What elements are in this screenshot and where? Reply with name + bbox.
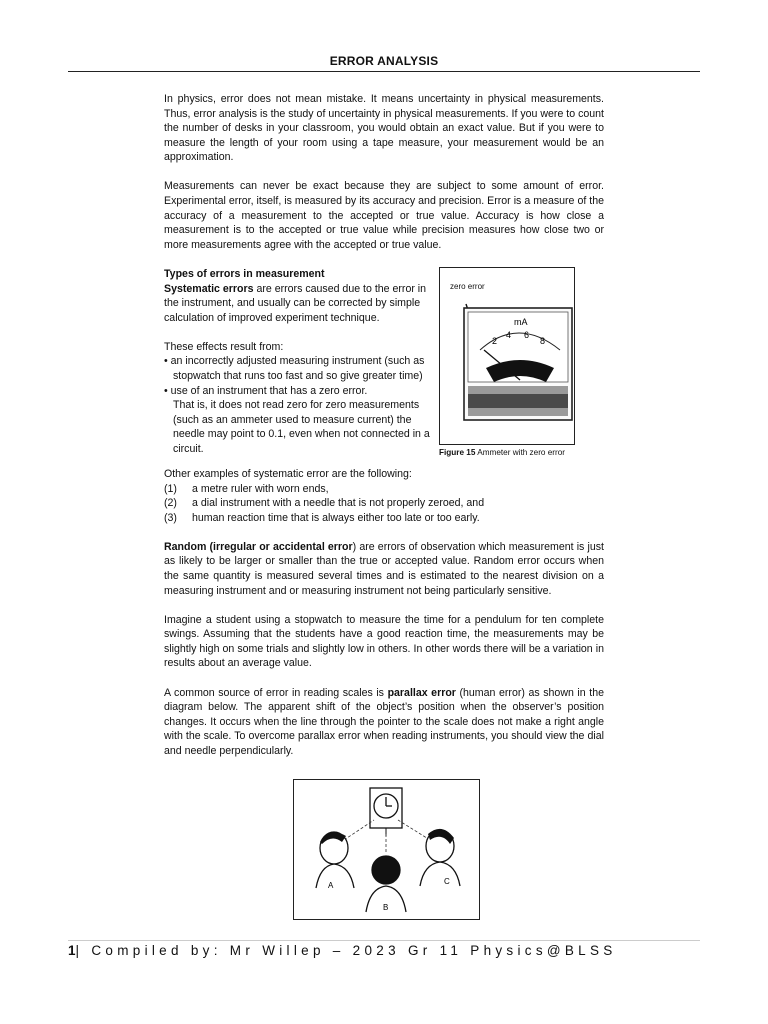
page-title: ERROR ANALYSIS	[329, 54, 439, 68]
example-text: a metre ruler with worn ends,	[192, 482, 329, 495]
random-error-paragraph	[164, 540, 604, 598]
effect-bullet-1: • an incorrectly adjusted measuring instrument (such as stopwatch that runs too fast and so give greater time)	[164, 355, 425, 382]
observer-label-a: A	[328, 881, 334, 890]
systematic-errors-text: are errors caused due to the error in the instrument, and usually can be corrected by simple calculation of improved experiment technique.	[164, 282, 427, 324]
types-of-errors-section	[164, 267, 604, 465]
figure-caption	[439, 446, 565, 461]
effect-bullet-2: • use of an instrument that has a zero error.	[164, 384, 368, 397]
example-text: human reaction time that is always either too late or too early.	[192, 511, 480, 524]
intro-paragraph-2: Measurements can never be exact because they are subject to some amount of error. Experimental error, itself, is measured by its accuracy and precision. Error is a measure of the accuracy of a measurement to the accepted or true value. Accuracy is how close a measurement is to the accepted or true value while precision measures how close two or more measurements agree with the accepted or true value.	[164, 180, 604, 251]
parallax-illustration	[294, 780, 478, 918]
parallax-diagram	[293, 779, 480, 920]
header-divider	[68, 71, 700, 72]
figure-caption-number: Figure 15	[439, 447, 476, 457]
parallax-error-term: parallax error	[387, 686, 456, 699]
observer-c-body	[420, 862, 460, 886]
document-body	[164, 92, 604, 773]
scale-label-6: 6	[524, 329, 530, 340]
systematic-errors-term: Systematic errors	[164, 282, 254, 295]
systematic-examples	[164, 467, 604, 525]
effects-intro: These effects result from:	[164, 340, 284, 353]
observer-a-body	[316, 864, 354, 888]
scale-label-2: 2	[492, 335, 498, 346]
unit-label: mA	[514, 316, 528, 327]
ammeter-figure	[439, 267, 575, 445]
zero-error-label: zero error	[450, 281, 485, 291]
scale-label-4: 4	[506, 329, 512, 340]
page-number: 1	[68, 943, 76, 958]
example-number: (3)	[164, 511, 177, 524]
intro-paragraph-1: In physics, error does not mean mistake. It means uncertainty in physical measurements. Thus, error analysis is the study of uncertainty in physical measurements. If you were to count the number of desks in your classroom, you would obtain an exact value. But if you were to measure the length of your room using a tape measure, your measurement would be an approximation.	[164, 93, 604, 164]
examples-intro: Other examples of systematic error are the following:	[164, 467, 412, 480]
random-error-term: Random (irregular or accidental error	[164, 540, 353, 553]
meter-base-band	[468, 394, 568, 408]
example-item	[164, 496, 604, 511]
footer-divider	[68, 940, 700, 941]
sight-line-c	[398, 820, 430, 840]
ammeter-illustration	[440, 268, 573, 443]
effect-bullet-2-continued: That is, it does not read zero for zero measurements (such as an ammeter used to measure current) the needle may point to 0.1, even when not connected in a circuit.	[173, 399, 430, 455]
observer-b-head	[372, 856, 400, 884]
parallax-text-pre: A common source of error in reading scales is	[164, 686, 388, 699]
stopwatch-paragraph: Imagine a student using a stopwatch to measure the time for a pendulum for ten complete swings. Assuming that the students have a good reaction time, the measurements may be slightly high on some trials and slightly low in others. In other words there will be a variation in results about an average value.	[164, 613, 604, 670]
example-item	[164, 482, 604, 497]
page-footer	[68, 943, 617, 958]
random-error-text: ) are errors of observation which measurement is just as likely to be larger or smaller than the true or accepted value. Random error occurs when the same quantity is measured several times and is estimated to the nearest division on a measuring instrument and or measuring instrument not being particularly sensitive.	[164, 540, 604, 597]
observer-label-c: C	[444, 877, 450, 886]
sight-line-a	[344, 820, 374, 840]
example-number: (2)	[164, 497, 177, 510]
figure-caption-text: Ammeter with zero error	[475, 447, 566, 457]
parallax-paragraph	[164, 686, 604, 759]
example-item	[164, 511, 604, 526]
observer-label-b: B	[383, 903, 389, 912]
example-text: a dial instrument with a needle that is not properly zeroed, and	[192, 497, 485, 510]
systematic-errors-definition	[164, 282, 436, 326]
footer-text: | Compiled by: Mr Willep – 2023 Gr 11 Physics@BLSS	[75, 943, 617, 958]
parallax-text-post: (human error) as shown in the diagram below. The apparent shift of the object’s position when the observer’s position changes. It occurs when the line through the pointer to the scale does not make a right angle with the scale. To overcome parallax error when reading instruments, you should view the dial and needle perpendicularly.	[164, 686, 604, 757]
example-number: (1)	[164, 482, 177, 495]
types-text-column	[164, 267, 436, 457]
scale-label-8: 8	[540, 335, 546, 346]
section-heading-types: Types of errors in measurement	[164, 267, 325, 280]
